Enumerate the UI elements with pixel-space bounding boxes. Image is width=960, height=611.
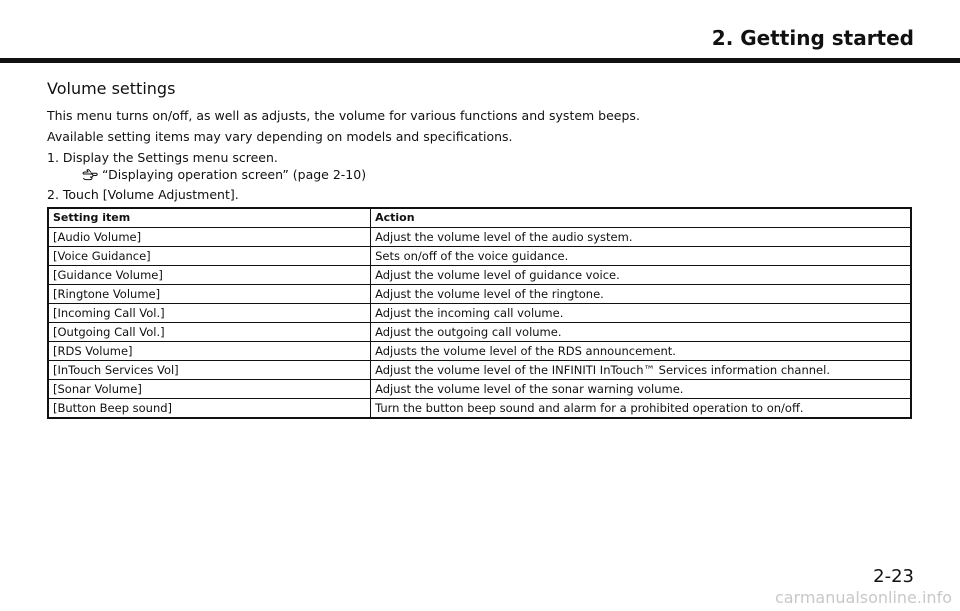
action-cell: Adjust the incoming call volume.: [371, 304, 911, 323]
action-cell: Adjust the volume level of the INFINITI InTouch™ Services information channel.: [371, 361, 911, 380]
watermark: carmanualsonline.info: [774, 588, 952, 607]
table-row: [48, 285, 911, 304]
setting-item-cell: [Guidance Volume]: [48, 266, 371, 285]
page-number: 2-23: [873, 566, 914, 587]
intro-paragraph: This menu turns on/off, as well as adjusts, the volume for various functions and system beeps.: [47, 108, 640, 123]
action-cell: Adjust the outgoing call volume.: [371, 323, 911, 342]
pointing-hand-icon: [82, 169, 98, 181]
column-header-setting-item: Setting item: [48, 208, 371, 228]
setting-item-cell: [RDS Volume]: [48, 342, 371, 361]
step-1: 1. Display the Settings menu screen.: [47, 150, 278, 165]
header-rule: [0, 58, 960, 63]
action-cell: Adjust the volume level of guidance voice.: [371, 266, 911, 285]
section-title: Volume settings: [47, 79, 176, 98]
setting-item-cell: [Sonar Volume]: [48, 380, 371, 399]
action-cell: Sets on/off of the voice guidance.: [371, 247, 911, 266]
table-row: [48, 380, 911, 399]
table-row: [48, 342, 911, 361]
table-row: [48, 228, 911, 247]
availability-note: Available setting items may vary depending on models and specifications.: [47, 129, 513, 144]
table-row: [48, 304, 911, 323]
table-header-row: [48, 208, 911, 228]
action-cell: Adjust the volume level of the audio system.: [371, 228, 911, 247]
table-row: [48, 323, 911, 342]
chapter-title: 2. Getting started: [711, 26, 914, 50]
table-row: [48, 399, 911, 419]
setting-item-cell: [Button Beep sound]: [48, 399, 371, 419]
page-reference-text: “Displaying operation screen” (page 2-10): [102, 167, 367, 182]
setting-item-cell: [Audio Volume]: [48, 228, 371, 247]
page-reference: [82, 167, 366, 182]
table-row: [48, 266, 911, 285]
setting-item-cell: [Voice Guidance]: [48, 247, 371, 266]
column-header-action: Action: [371, 208, 911, 228]
setting-item-cell: [InTouch Services Vol]: [48, 361, 371, 380]
setting-item-cell: [Outgoing Call Vol.]: [48, 323, 371, 342]
volume-settings-table: [47, 207, 912, 419]
action-cell: Turn the button beep sound and alarm for a prohibited operation to on/off.: [371, 399, 911, 419]
table-row: [48, 361, 911, 380]
setting-item-cell: [Incoming Call Vol.]: [48, 304, 371, 323]
action-cell: Adjusts the volume level of the RDS announcement.: [371, 342, 911, 361]
step-2: 2. Touch [Volume Adjustment].: [47, 187, 239, 202]
action-cell: Adjust the volume level of the sonar warning volume.: [371, 380, 911, 399]
setting-item-cell: [Ringtone Volume]: [48, 285, 371, 304]
action-cell: Adjust the volume level of the ringtone.: [371, 285, 911, 304]
table-row: [48, 247, 911, 266]
